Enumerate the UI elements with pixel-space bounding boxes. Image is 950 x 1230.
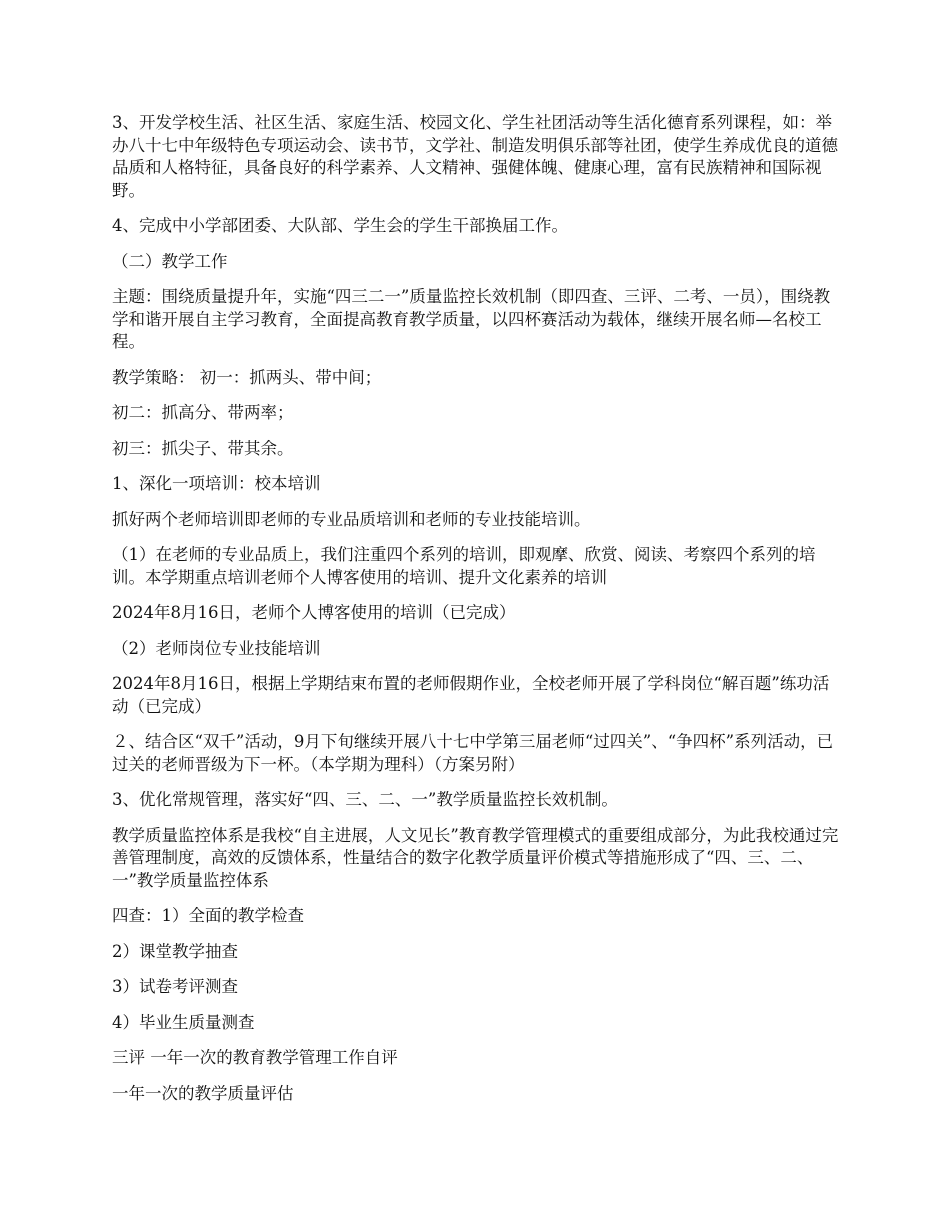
paragraph-skill-training: （2）老师岗位专业技能培训 bbox=[112, 638, 321, 658]
paragraph-three-evals-1: 三评 一年一次的教育教学管理工作自评 bbox=[112, 1048, 398, 1067]
paragraph-theme: 主题：围绕质量提升年，实施“四三二一”质量监控长效机制（即四查、三评、二考、一员），围绕教学和谐开展自主学习教育，全面提高教育教学质量，以四杯赛活动为载体，继续开展名师—名校工程。 bbox=[112, 287, 831, 351]
section-heading-teaching: （二）教学工作 bbox=[112, 251, 228, 271]
paragraph-strategy-grade3: 初三：抓尖子、带其余。 bbox=[112, 438, 294, 458]
paragraph-double-thousand: ２、结合区“双千”活动，9月下旬继续开展八十七中学第三届老师“过四关”、“争四杯”系列活动，已过关的老师晋级为下一杯。（本学期为理科）（方案另附） bbox=[112, 732, 834, 774]
paragraph-four-checks-1: 四查：1）全面的教学检查 bbox=[112, 906, 304, 925]
paragraph-hundred-questions: 2024年8月16日，根据上学期结束布置的老师假期作业，全校老师开展了学科岗位“解百题”练功活动（已完成） bbox=[112, 674, 830, 716]
paragraph-three-evals-2: 一年一次的教学质量评估 bbox=[112, 1083, 294, 1103]
document-page bbox=[112, 112, 840, 1118]
paragraph-four-checks-3: 3）试卷考评测查 bbox=[112, 977, 238, 996]
paragraph-strategy-grade2: 初二：抓高分、带两率； bbox=[112, 403, 294, 422]
paragraph-professional-quality: （1）在老师的专业品质上，我们注重四个系列的培训，即观摩、欣赏、阅读、考察四个系列的培训。本学期重点培训老师个人博客使用的培训、提升文化素养的培训 bbox=[112, 545, 816, 587]
paragraph-strategy-grade1: 教学策略： 初一：抓两头、带中间； bbox=[112, 367, 382, 387]
paragraph-routine-management: 3、优化常规管理，落实好“四、三、二、一”教学质量监控长效机制。 bbox=[112, 790, 618, 809]
paragraph-life-curriculum: 3、开发学校生活、社区生活、家庭生活、校园文化、学生社团活动等生活化德育系列课程，如：举办八十七中年级特色专项运动会、读书节，文学社、制造发明俱乐部等社团，使学生养成优良的道德品质和人格特征，具备良好的科学素养、人文精神、强健体魄、健康心理，富有民族精神和国际视野。 bbox=[112, 113, 838, 200]
paragraph-training-heading: 1、深化一项培训：校本培训 bbox=[112, 474, 321, 493]
paragraph-monitoring-system: 教学质量监控体系是我校“自主进展，人文见长”教育教学管理模式的重要组成部分，为此我校通过完善管理制度，高效的反馈体系，性量结合的数字化教学质量评价模式等措施形成了“四、三、二、一”教学质量监控体系 bbox=[112, 825, 839, 890]
paragraph-cadre-election: 4、完成中小学部团委、大队部、学生会的学生干部换届工作。 bbox=[112, 216, 568, 235]
paragraph-four-checks-2: 2）课堂教学抽查 bbox=[112, 941, 238, 961]
paragraph-blog-training-date: 2024年8月16日，老师个人博客使用的培训（已完成） bbox=[112, 603, 516, 622]
paragraph-four-checks-4: 4）毕业生质量测查 bbox=[112, 1012, 255, 1032]
paragraph-two-trainings: 抓好两个老师培训即老师的专业品质培训和老师的专业技能培训。 bbox=[112, 509, 591, 529]
